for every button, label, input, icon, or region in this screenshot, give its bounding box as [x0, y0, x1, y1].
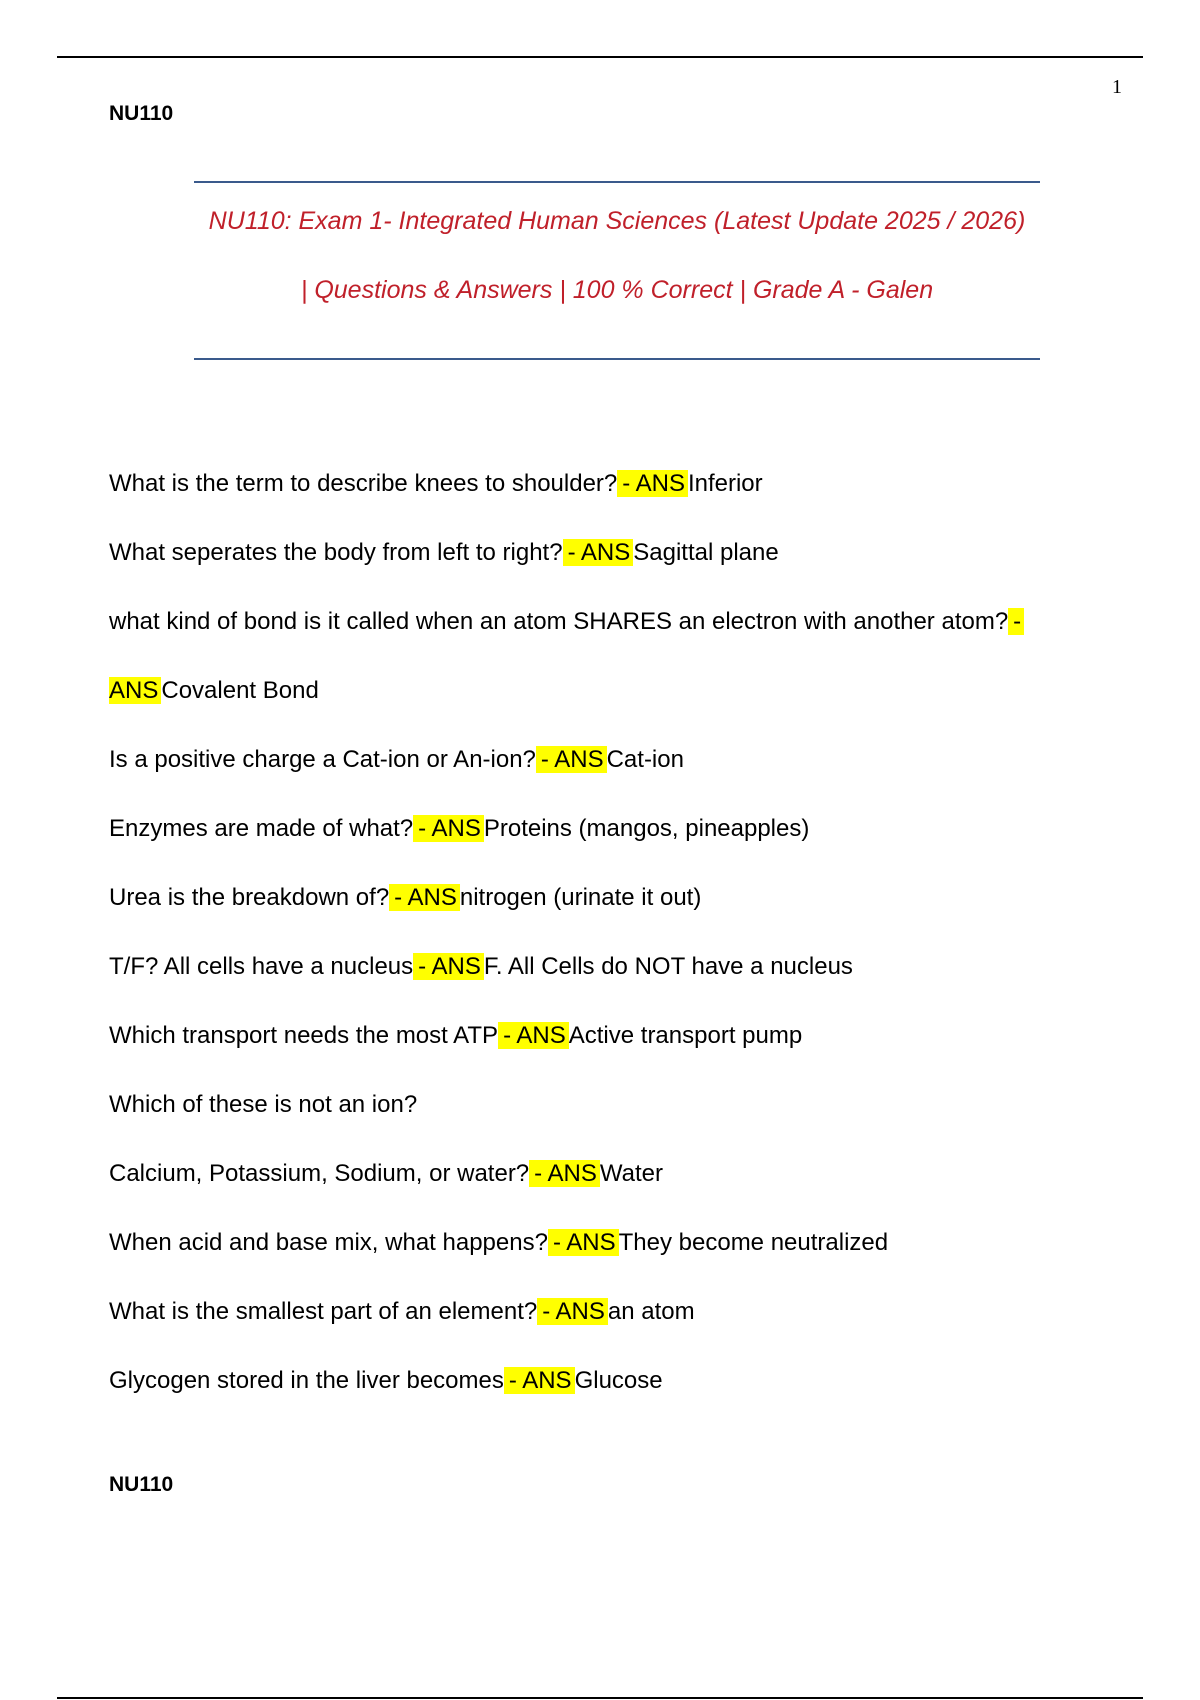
answer-text: Water: [599, 1160, 663, 1187]
qa-item: [109, 673, 1109, 742]
answer-text: Cat-ion: [606, 746, 684, 773]
qa-item: [109, 604, 1109, 673]
answer-text: F. All Cells do NOT have a nucleus: [483, 953, 853, 980]
ans-highlight: ANS: [109, 677, 161, 704]
ans-highlight: - ANS: [617, 470, 688, 497]
question-text: What is the term to describe knees to shoulder?: [109, 470, 618, 497]
page-number: 1: [1112, 76, 1122, 98]
qa-item: [109, 880, 1109, 949]
qa-item: [109, 1087, 1109, 1156]
ans-highlight: - ANS: [536, 746, 607, 773]
ans-highlight: - ANS: [563, 539, 634, 566]
question-text: Which of these is not an ion?: [109, 1091, 418, 1118]
title-block: [194, 181, 1040, 360]
qa-item: [109, 1363, 1109, 1432]
title-rule-top: [194, 181, 1040, 183]
answer-text: nitrogen (urinate it out): [459, 884, 702, 911]
question-text: Urea is the breakdown of?: [109, 884, 390, 911]
question-text: what kind of bond is it called when an atom SHARES an electron with another atom?: [109, 608, 1009, 635]
question-text: What seperates the body from left to right?: [109, 539, 563, 566]
question-text: Which transport needs the most ATP: [109, 1022, 499, 1049]
page-header: NU110: [109, 102, 174, 125]
qa-item: [109, 535, 1109, 604]
bottom-rule: [57, 1697, 1143, 1699]
document-subtitle: | Questions & Answers | 100 % Correct | Grade A - Galen: [300, 276, 934, 304]
answer-text: Proteins (mangos, pineapples): [483, 815, 810, 842]
question-text: Is a positive charge a Cat-ion or An-ion?: [109, 746, 536, 773]
ans-highlight: - ANS: [529, 1160, 600, 1187]
document-title: NU110: Exam 1- Integrated Human Sciences (Latest Update 2025 / 2026): [208, 207, 1026, 235]
qa-item: [109, 742, 1109, 811]
answer-text: Inferior: [687, 470, 763, 497]
ans-highlight: - ANS: [537, 1298, 608, 1325]
ans-highlight: - ANS: [389, 884, 460, 911]
ans-highlight: - ANS: [504, 1367, 575, 1394]
qa-item: [109, 1225, 1109, 1294]
qa-item: [109, 1294, 1109, 1363]
question-text: T/F? All cells have a nucleus: [109, 953, 414, 980]
qa-item: [109, 1156, 1109, 1225]
answer-text: an atom: [607, 1298, 695, 1325]
answer-text: Sagittal plane: [633, 539, 779, 566]
question-text: Enzymes are made of what?: [109, 815, 414, 842]
qa-item: [109, 949, 1109, 1018]
qa-item: [109, 1018, 1109, 1087]
qa-list: [109, 466, 1109, 1432]
answer-text: Covalent Bond: [161, 677, 319, 704]
answer-text: They become neutralized: [618, 1229, 889, 1256]
ans-highlight: - ANS: [548, 1229, 619, 1256]
top-rule: [57, 56, 1143, 58]
answer-text: Glucose: [574, 1367, 663, 1394]
question-text: What is the smallest part of an element?: [109, 1298, 538, 1325]
qa-item: [109, 811, 1109, 880]
ans-highlight: - ANS: [413, 953, 484, 980]
page-footer-header: NU110: [109, 1473, 174, 1496]
ans-highlight: - ANS: [413, 815, 484, 842]
question-text: When acid and base mix, what happens?: [109, 1229, 548, 1256]
ans-highlight: -: [1008, 608, 1024, 635]
title-rule-bottom: [194, 358, 1040, 360]
qa-item: [109, 466, 1109, 535]
question-text: Calcium, Potassium, Sodium, or water?: [109, 1160, 530, 1187]
question-text: Glycogen stored in the liver becomes: [109, 1367, 504, 1394]
answer-text: Active transport pump: [568, 1022, 803, 1049]
ans-highlight: - ANS: [498, 1022, 569, 1049]
